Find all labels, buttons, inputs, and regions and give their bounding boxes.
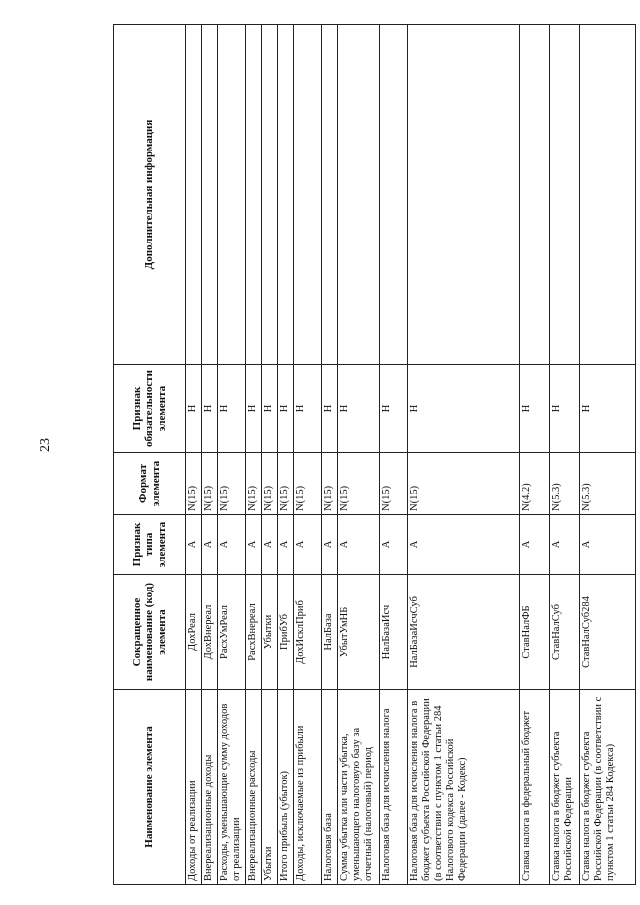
cell-name: Налоговая база для исчисления налога [380,690,408,885]
cell-info [186,25,202,365]
cell-name: Внереализационные расходы [246,690,262,885]
cell-type: А [246,515,262,575]
table-row [202,25,218,885]
cell-info [294,25,322,365]
cell-type: А [380,515,408,575]
cell-info [520,25,550,365]
cell-info [338,25,380,365]
cell-info [218,25,246,365]
table-row [186,25,202,885]
cell-name: Внереализационные доходы [202,690,218,885]
cell-info [322,25,338,365]
cell-type: А [408,515,520,575]
cell-info [202,25,218,365]
cell-code: ДохВнереал [202,575,218,690]
cell-name: Убытки [262,690,278,885]
cell-code: СтавНалФБ [520,575,550,690]
cell-mandatory: Н [408,365,520,453]
cell-format: N(5.3) [550,453,580,515]
cell-format: N(15) [262,453,278,515]
table-row [322,25,338,885]
cell-format: N(15) [202,453,218,515]
cell-format: N(4.2) [520,453,550,515]
cell-type: А [520,515,550,575]
cell-info [380,25,408,365]
cell-mandatory: Н [202,365,218,453]
cell-info [246,25,262,365]
cell-name: Налоговая база [322,690,338,885]
cell-info [408,25,520,365]
cell-mandatory: Н [278,365,294,453]
table-row [580,25,636,885]
cell-name: Ставка налога в федеральный бюджет [520,690,550,885]
elements-table [113,24,636,885]
table-row [338,25,380,885]
cell-type: А [322,515,338,575]
cell-type: А [218,515,246,575]
table-row [380,25,408,885]
cell-code: РасхВнереал [246,575,262,690]
cell-format: N(15) [218,453,246,515]
table-row [408,25,520,885]
cell-code: ДохРеал [186,575,202,690]
header-mandatory: Признак обязательности элемента [114,365,186,453]
cell-code: НалБазаИсчСуб [408,575,520,690]
cell-code: НалБаза [322,575,338,690]
cell-mandatory: Н [262,365,278,453]
cell-mandatory: Н [520,365,550,453]
header-info: Дополнительная информация [114,25,186,365]
cell-code: ДохИсклПриб [294,575,322,690]
cell-code: НалБазаИсч [380,575,408,690]
rotated-table-container [113,25,623,885]
table-row [550,25,580,885]
page-number: 23 [38,438,53,452]
cell-type: А [550,515,580,575]
cell-format: N(5.3) [580,453,636,515]
cell-format: N(15) [408,453,520,515]
cell-format: N(15) [186,453,202,515]
cell-type: А [294,515,322,575]
cell-type: А [338,515,380,575]
cell-type: А [186,515,202,575]
cell-type: А [580,515,636,575]
cell-mandatory: Н [322,365,338,453]
cell-info [278,25,294,365]
cell-format: N(15) [294,453,322,515]
cell-code: ПрибУб [278,575,294,690]
cell-mandatory: Н [186,365,202,453]
cell-format: N(15) [380,453,408,515]
table-row [294,25,322,885]
cell-type: А [278,515,294,575]
cell-code: УбытУмНБ [338,575,380,690]
document-stamp [572,900,580,902]
cell-info [262,25,278,365]
cell-format: N(15) [338,453,380,515]
cell-code: СтавНалСуб284 [580,575,636,690]
header-format: Формат элемента [114,453,186,515]
table-row [520,25,550,885]
cell-name: Доходы, исключаемые из прибыли [294,690,322,885]
cell-name: Расходы, уменьшающие сумму доходов от реализации [218,690,246,885]
header-name: Наименование элемента [114,690,186,885]
cell-mandatory: Н [294,365,322,453]
header-short-name: Сокращенное наименование (код) элемента [114,575,186,690]
header-type: Признак типа элемента [114,515,186,575]
cell-code: Убытки [262,575,278,690]
cell-type: А [262,515,278,575]
cell-name: Налоговая база для исчисления налога в бюджет субъекта Российской Федерации (в соответствии с пунктом 1 статьи 284 Налогового кодекса Российской Федерации (далее - Кодекс) [408,690,520,885]
cell-mandatory: Н [338,365,380,453]
cell-format: N(15) [246,453,262,515]
table-row [262,25,278,885]
cell-name: Доходы от реализации [186,690,202,885]
cell-info [580,25,636,365]
table-row [246,25,262,885]
table-row [218,25,246,885]
cell-format: N(15) [322,453,338,515]
cell-name: Ставка налога в бюджет субъекта Российской Федерации (в соответствии с пунктом 1 статьи 284 Кодекса) [580,690,636,885]
cell-format: N(15) [278,453,294,515]
cell-name: Итого прибыль (убыток) [278,690,294,885]
cell-mandatory: Н [380,365,408,453]
cell-mandatory: Н [580,365,636,453]
table-row [278,25,294,885]
cell-mandatory: Н [246,365,262,453]
cell-type: А [202,515,218,575]
cell-info [550,25,580,365]
cell-name: Сумма убытка или части убытка, уменьшающего налоговую базу за отчетный (налоговый) период [338,690,380,885]
cell-name: Ставка налога в бюджет субъекта Российской Федерации [550,690,580,885]
cell-mandatory: Н [218,365,246,453]
cell-mandatory: Н [550,365,580,453]
table-header-row [114,25,186,885]
cell-code: СтавНалСуб [550,575,580,690]
cell-code: РасхУмРеал [218,575,246,690]
